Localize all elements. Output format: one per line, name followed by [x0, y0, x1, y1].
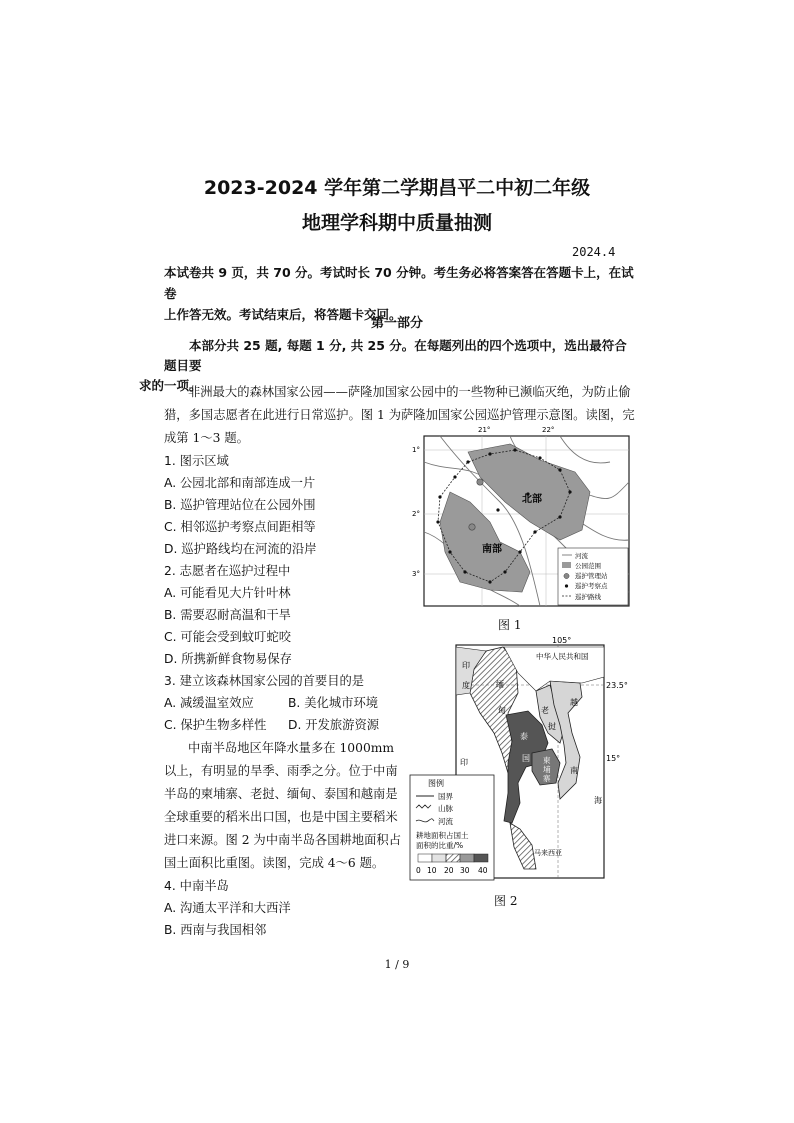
fig2-scale-30: 30 [460, 866, 470, 875]
fig2-scale-0: 0 [416, 866, 421, 875]
figure2-map [408, 633, 643, 883]
fig2-lat-23: 23.5° [606, 681, 628, 690]
figure1-map [410, 422, 635, 612]
q2-option-c: C. 可能会受到蚊叮蛇咬 [164, 630, 292, 644]
fig2-scale-40: 40 [478, 866, 488, 875]
q3-option-a: A. 减缓温室效应 [164, 696, 254, 710]
fig2-lon-105: 105° [552, 636, 572, 645]
fig2-label-thailand-1: 泰 [520, 732, 528, 741]
fig2-scale-title-2: 面积的比重/% [416, 841, 464, 850]
q3-option-c: C. 保护生物多样性 [164, 718, 267, 732]
q4-option-b: B. 西南与我国相邻 [164, 923, 267, 937]
fig2-label-cambodia-1: 柬 [543, 756, 551, 765]
q1-option-c: C. 相邻巡护考察点间距相等 [164, 520, 316, 534]
passage2-line-6: 国土面积比重图。读图，完成 4～6 题。 [164, 856, 385, 870]
exam-subtitle: 地理学科期中质量抽测 [301, 212, 492, 234]
q2-option-b: B. 需要忍耐高温和干旱 [164, 608, 291, 622]
passage2-line-1: 中南半岛地区年降水量多在 1000mm [188, 741, 395, 755]
instruction-line-2: 求的一项。 [139, 378, 202, 393]
fig1-legend-park: 公园范围 [575, 562, 601, 570]
passage1-line-1: 非洲最大的森林国家公园——萨隆加国家公园中的一些物种已濒临灭绝，为防止偷 [188, 385, 631, 399]
figure2-caption: 图 2 [494, 894, 518, 908]
q3-option-b: B. 美化城市环境 [288, 696, 379, 710]
fig2-label-india-1: 印 [462, 661, 470, 670]
q4-option-a: A. 沟通太平洋和大西洋 [164, 901, 291, 915]
fig1-legend-point: 巡护考察点 [575, 582, 608, 590]
fig2-label-laos-1: 老 [541, 706, 549, 715]
q3-option-d: D. 开发旅游资源 [288, 718, 380, 732]
fig2-scale-title-1: 耕地面积占国土 [416, 831, 469, 840]
q4-stem: 4. 中南半岛 [164, 879, 229, 893]
fig2-label-vietnam-2: 南 [570, 766, 578, 775]
fig2-label-myanmar-2: 甸 [498, 706, 506, 715]
q3-stem: 3. 建立该森林国家公园的首要目的是 [164, 674, 365, 688]
fig1-legend-river: 河流 [575, 552, 588, 560]
fig1-lon-21: 21° [478, 426, 491, 434]
passage2-line-4: 全球重要的稻米出口国，也是中国主要稻米 [164, 810, 398, 824]
passage2-line-5: 进口来源。图 2 为中南半岛各国耕地面积占 [164, 833, 401, 847]
fig2-label-india-2: 度 [462, 681, 470, 690]
figure1-caption: 图 1 [498, 618, 522, 632]
fig2-label-vietnam-1: 越 [570, 698, 578, 707]
fig2-label-sea: 海 [594, 796, 602, 805]
fig1-lat-2: 2° [412, 510, 420, 518]
fig1-lat-3: 3° [412, 570, 420, 578]
section-title: 第一部分 [370, 316, 423, 331]
fig1-legend-station: 巡护管理站 [575, 572, 608, 580]
fig2-label-thailand-2: 国 [522, 754, 530, 763]
q1-option-b: B. 巡护管理站位在公园外围 [164, 498, 316, 512]
passage1-line-3: 成第 1～3 题。 [164, 431, 249, 445]
passage1-line-2: 猎，多国志愿者在此进行日常巡护。图 1 为萨隆加国家公园巡护管理示意图。读图，完 [164, 408, 635, 422]
fig2-label-malaysia: 马来西亚 [534, 849, 562, 857]
fig2-scale-20: 20 [444, 866, 454, 875]
notice-line-1: 本试卷共 9 页，共 70 分。考试时长 70 分钟。考生务必将答案答在答题卡上，在试卷 [164, 265, 634, 301]
fig1-lon-22: 22° [542, 426, 555, 434]
q2-stem: 2. 志愿者在巡护过程中 [164, 564, 291, 578]
exam-title: 2023-2024 学年第二学期昌平二中初二年级 [203, 177, 591, 199]
fig2-label-ocean-1: 印 [460, 758, 468, 767]
fig2-label-china: 中华人民共和国 [536, 652, 589, 661]
fig2-lat-15: 15° [606, 754, 621, 763]
fig1-legend-route: 巡护路线 [575, 593, 601, 601]
fig2-legend-mountain: 山脉 [438, 804, 453, 813]
fig1-legend [558, 548, 628, 605]
instruction-line-1: 本部分共 25 题, 每题 1 分, 共 25 分。在每题列出的四个选项中，选出最符合题目要 [164, 338, 627, 373]
exam-date: 2024.4 [572, 245, 616, 259]
fig1-station [477, 479, 483, 485]
q1-option-d: D. 巡护路线均在河流的沿岸 [164, 542, 317, 556]
notice-line-2: 上作答无效。考试结束后，将答题卡交回。 [164, 307, 402, 322]
fig2-legend-river: 河流 [438, 817, 453, 826]
fig2-label-laos-2: 挝 [548, 722, 556, 731]
fig2-label-cambodia-3: 寨 [543, 774, 551, 783]
q1-option-a: A. 公园北部和南部连成一片 [164, 476, 316, 490]
fig2-legend-title: 图例 [428, 779, 444, 788]
fig2-label-myanmar-1: 缅 [496, 680, 504, 689]
fig2-scale-10: 10 [427, 866, 437, 875]
passage2-line-3: 半岛的柬埔寨、老挝、缅甸、泰国和越南是 [164, 787, 398, 801]
q2-option-a: A. 可能看见大片针叶林 [164, 586, 291, 600]
fig1-station [469, 524, 475, 530]
q1-stem: 1. 图示区域 [164, 454, 229, 468]
page-number: 1 / 9 [384, 958, 410, 971]
fig2-legend [410, 775, 494, 880]
passage2-line-2: 以上，有明显的旱季、雨季之分。位于中南 [164, 764, 398, 778]
fig1-label-south: 南部 [482, 544, 502, 555]
q2-option-d: D. 所携新鲜食物易保存 [164, 652, 292, 666]
fig2-legend-border: 国界 [438, 792, 453, 801]
fig2-label-cambodia-2: 埔 [543, 765, 551, 774]
fig1-label-north: 北部 [522, 494, 542, 505]
fig1-lat-1: 1° [412, 446, 420, 454]
